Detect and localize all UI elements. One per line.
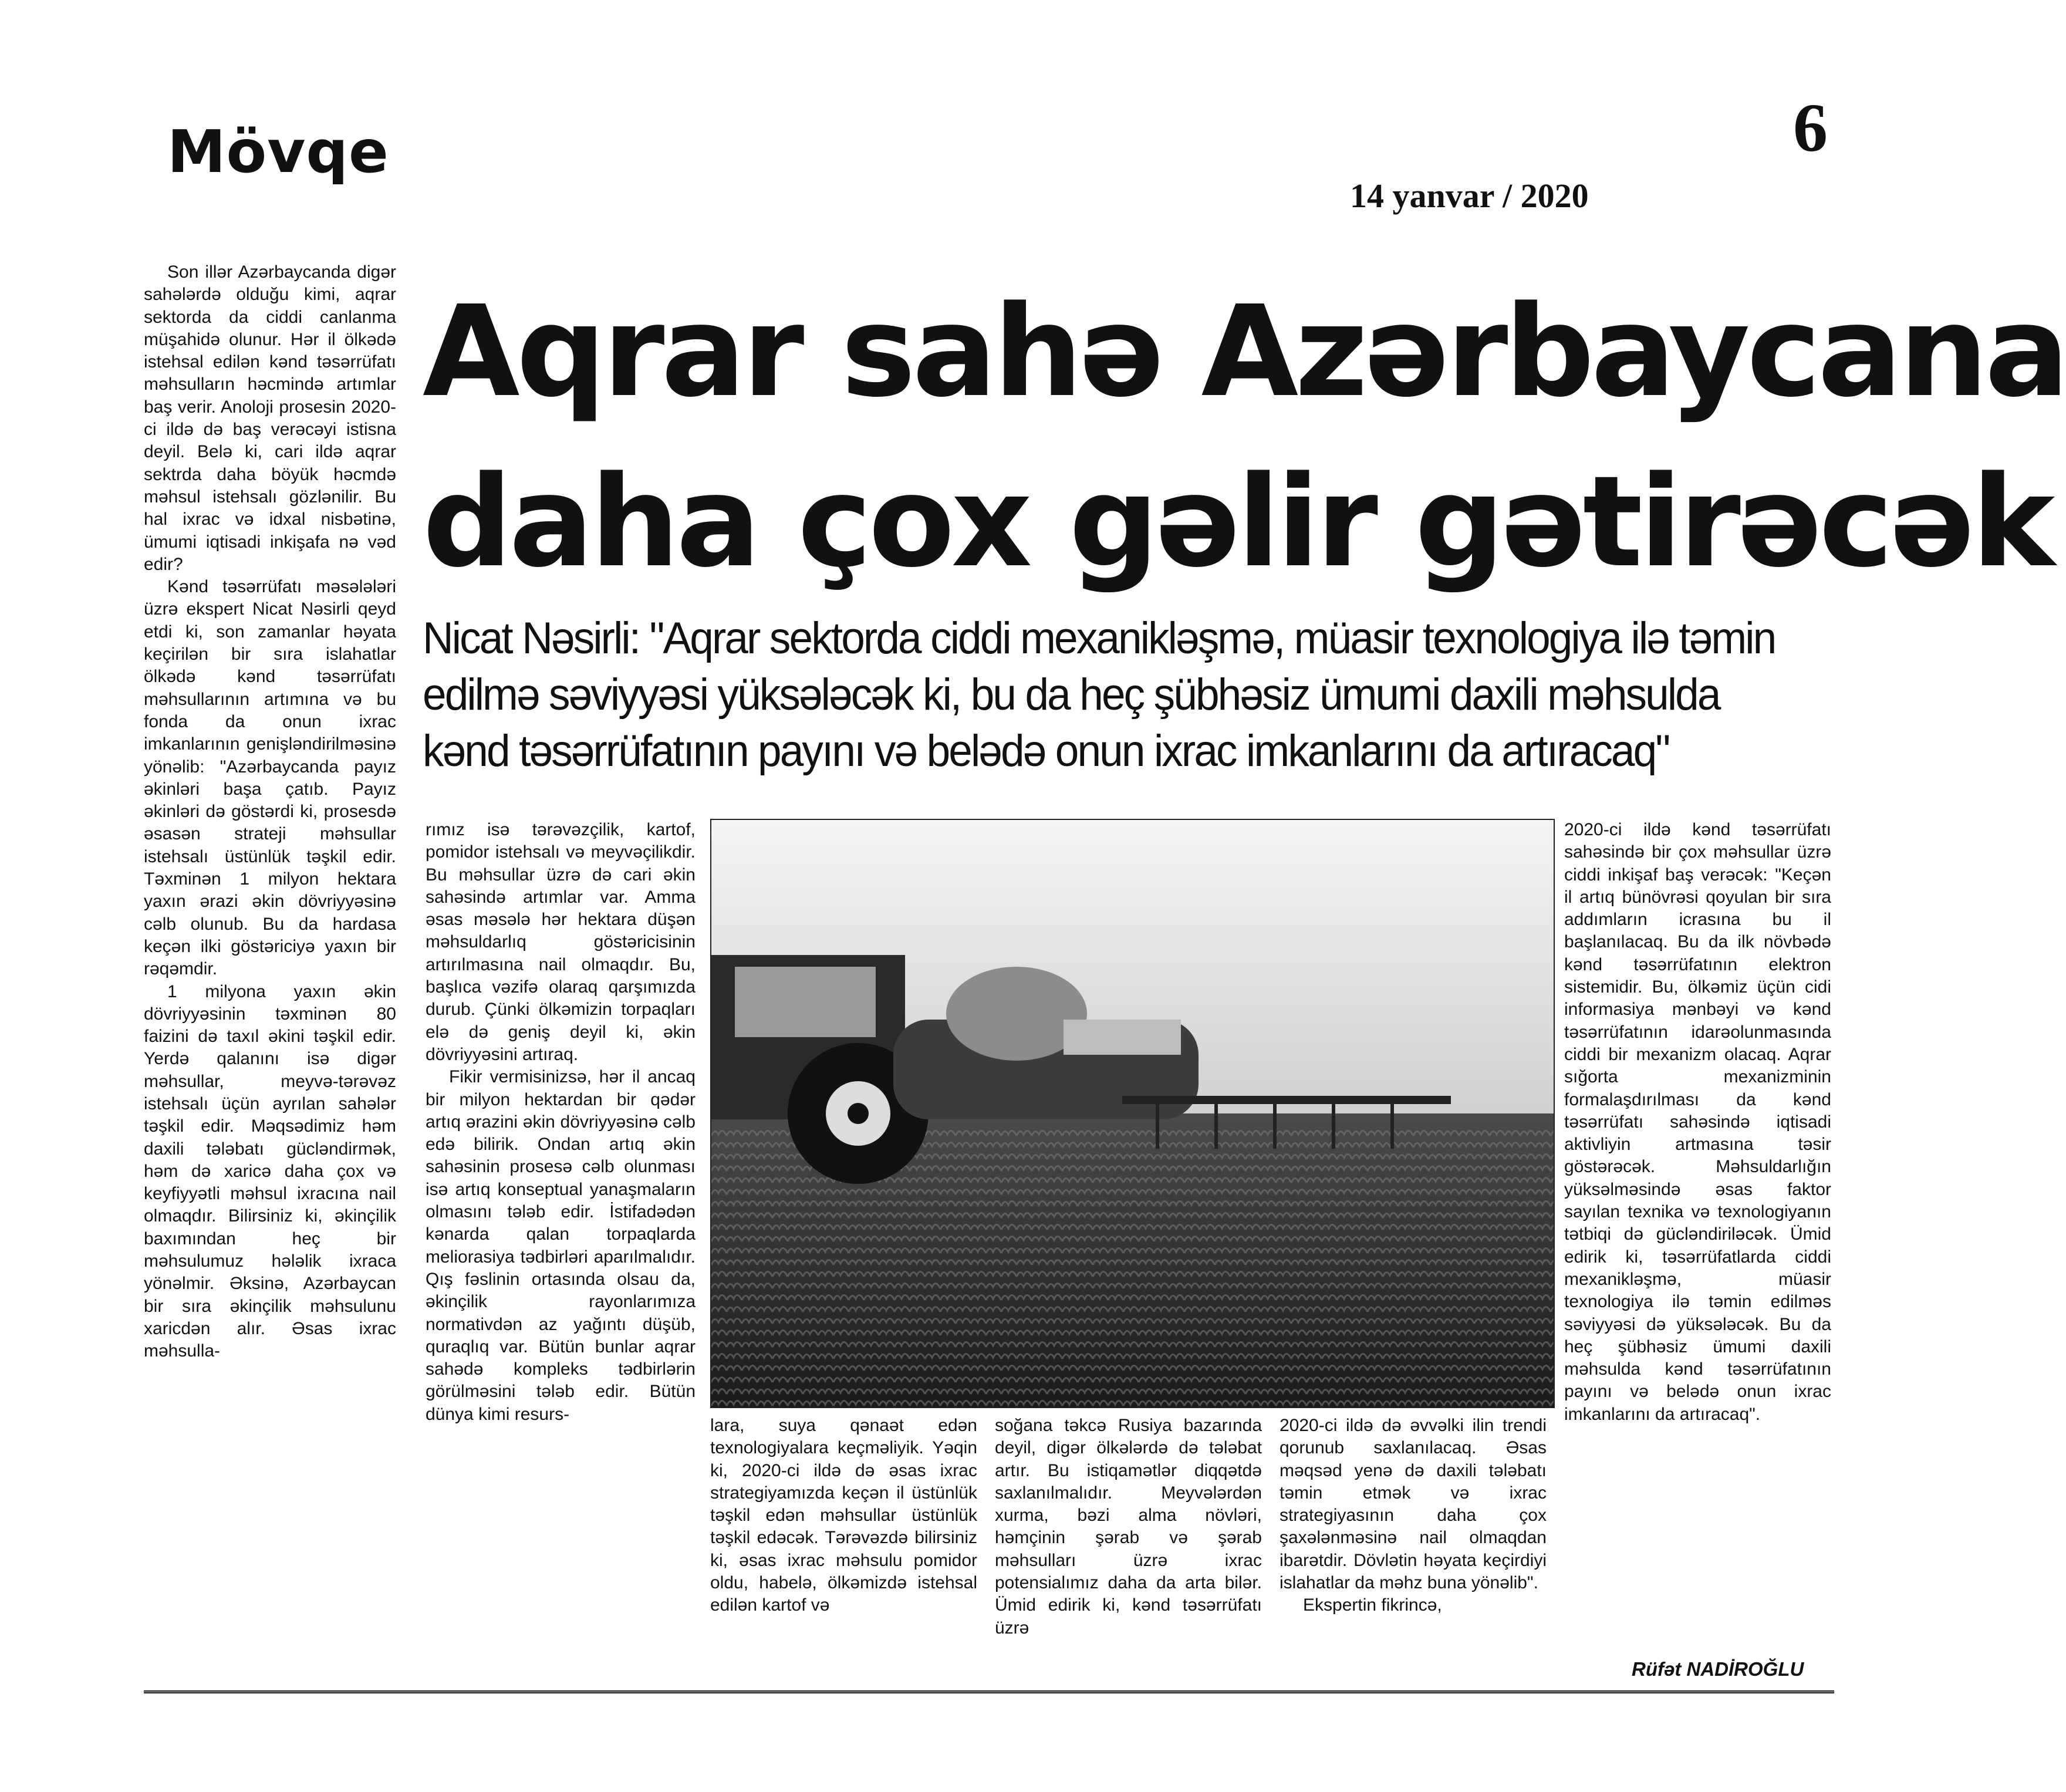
headline-line-2: daha çox gəlir gətirəcək xyxy=(423,449,2052,595)
article-column-3 xyxy=(710,1415,977,1661)
paragraph: soğana təkcə Rusiya bazarında deyil, digər ölkələrdə də tələbat artır. Bu istiqamətlər diqqətdə saxlanılmalıdır. Meyvələrdən xurma, bəzi alma növləri, həmçinin şərab və şərab məhsulları üzrə ixrac potensialımız daha da arta bilər. Ümid edirik ki, kənd təsərrüfatı üzrə xyxy=(995,1416,1262,1638)
paragraph: Son illər Azərbaycanda digər sahələrdə olduğu kimi, aqrar sektorda da ciddi canlanma müşahidə olunur. Hər il ölkədə istehsal edilən kənd təsərrüfatı məhsulların həcmində artımlar baş verir. Anoloji prosesin 2020-ci ildə də baş verəcəyi istisna deyil. Belə ki, cari ildə aqrar sektrda daha böyük həcmdə məhsul istehsalı gözlənilir. Bu hal ixrac və idxal nisbətinə, ümumi iqtisadi inkişafa nə vəd edir? xyxy=(144,262,396,574)
section-name: Mövqe xyxy=(167,117,389,186)
paragraph: 1 milyona yaxın əkin dövriyyəsinin təxminən 80 faizini də taxıl əkini təşkil edir. Yerdə qalanını isə digər məhsullar, meyvə-tərəvəz istehsalı üçün ayrılan sahələr təşkil edir. Məqsədimiz həm daxili tələbatı gücləndirmək, həm də xaricə daha çox və keyfiyyətli məhsul ixracına nail olmaqdır. Bilirsiniz ki, əkinçilik baxımından heç bir məhsulumuz hələlik ixraca yönəlmir. Əksinə, Azərbaycan bir sıra əkinçilik məhsulunu xaricdən alır. Əsas ixrac məhsulla- xyxy=(144,981,396,1361)
article-column-1 xyxy=(144,261,396,1682)
paragraph: lara, suya qənaət edən texnologiyalara keçməliyik. Yəqin ki, 2020-ci ildə də əsas ixrac strategiyamızda keçən il üstünlük təşkil edən məhsullar üstünlük təşkil edəcək. Tərəvəzdə bilirsiniz ki, əsas ixrac məhsulu pomidor oldu, habelə, ölkəmizdə istehsal edilən kartof və xyxy=(710,1416,977,1615)
paragraph: Ekspertin fikrincə, xyxy=(1303,1595,1442,1615)
tractor-field-photo xyxy=(710,819,1555,1408)
bottom-rule xyxy=(144,1690,1834,1693)
paragraph: Kənd təsərrüfatı məsələləri üzrə ekspert Nicat Nəsirli qeyd etdi ki, son zamanlar həyata keçirilən bir sıra islahatlar ölkədə kənd təsərrüfatı məhsullarının artımına və bu fonda da onun ixrac imkanlarının genişləndirilməsinə yönəlib: "Azərbaycanda payız əkinləri başa çatıb. Payız əkinləri də göstərdi ki, prosesdə əsasən strateji məhsullar istehsalı üstünlük təşkil edir. Təxminən 1 milyon hektara yaxın ərazi əkin dövriyyəsinə cəlb olunub. Bu da hardasa keçən ilki göstəriciyə yaxın bir rəqəmdir. xyxy=(144,577,396,979)
paragraph: rımız isə tərəvəzçilik, kartof, pomidor istehsalı və meyvəçilikdir. Bu məhsullar üzrə də cari əkin sahəsində artımlar var. Amma əsas məsələ hər hektara düşən məhsuldarlıq göstəricisinin artırılmasına nail olmaqdır. Bu, başlıca vəzifə olaraq qarşımızda durub. Çünki ölkəmizin torpaqları elə də geniş deyil ki, əkin dövriyyəsini artıraq. xyxy=(426,820,696,1064)
author-byline: Rüfət NADİROĞLU xyxy=(1632,1658,1804,1680)
headline xyxy=(423,267,2066,608)
article-column-4 xyxy=(995,1415,1262,1661)
article-column-2 xyxy=(426,819,696,1424)
article-column-5 xyxy=(1280,1415,1547,1661)
headline-line-1: Aqrar sahə Azərbaycana xyxy=(423,279,2066,425)
photo-illustration xyxy=(711,820,1554,1407)
subheadline-quote: Nicat Nəsirli: "Aqrar sektorda ciddi mexanikləşmə, müasir texnologiya ilə təmin edilmə səviyyəsi yüksələcək ki, bu da heç şübhəsiz ümumi daxili məhsulda kənd təsərrüfatının payını və belədə onun ixrac imkanlarını da artıracaq" xyxy=(423,613,1775,776)
issue-date: 14 yanvar / 2020 xyxy=(1350,177,1589,215)
paragraph: 2020-ci ildə kənd təsərrüfatı sahəsində bir çox məhsullar üzrə ciddi inkişaf baş verəcək: "Keçən il artıq bünövrəsi qoyulan bir sıra addımların icrasına bu il başlanılacaq. Bu da ilk növbədə kənd təsərrüfatının elektron sistemidir. Bu, ölkəmiz üçün cidi informasiya mənbəyi və kənd təsərrüfatının idarəolunmasında ciddi bir mexanizm olacaq. Aqrar sığorta mexanizminin formalaşdırılması da kənd təsərrüfatı sahəsində iqtisadi aktivliyin artmasına təsir göstərəcək. Məhsuldarlığın yüksəlməsində əsas faktor sayılan texnika və texnologiyanın tətbiqi də gücləndiriləcək. Ümid edirik ki, təsərrüfatlarda ciddi mexanikləşmə, müasir texnologiya ilə təmin edilməs səviyyəsi də yüksələcək. Bu da heç şübhəsiz ümumi daxili məhsulda kənd təsərrüfatının payını və belədə onun ixrac imkanlarını da artıracaq". xyxy=(1564,820,1831,1424)
page-number: 6 xyxy=(1793,89,1828,166)
paragraph: Fikir vermisinizsə, hər il ancaq bir milyon hektardan bir qədər artıq ərazini əkin dövriyyəsinə cəlb edə bilirik. Ondan artıq əkin sahəsinin prosesə cəlb olunması isə artıq konseptual yanaşmaların olmasını tələb edir. İstifadədən kənarda qalan torpaqlarda meliorasiya tədbirləri aparılmalıdır. Qış fəslinin ortasında olsau da, əkinçilik rayonlarımıza normativdən az yağıntı düşüb, quraqlıq var. Bütün bunlar aqrar sahədə kompleks tədbirlərin görülməsini tələb edir. Bütün dünya kimi resurs- xyxy=(426,1067,696,1424)
article-column-6 xyxy=(1564,819,1831,1641)
paragraph: 2020-ci ildə də əvvəlki ilin trendi qorunub saxlanılacaq. Əsas məqsəd yenə də daxili tələbatı təmin etmək və ixrac strategiyasının daha çox şaxələnməsinə nail olmaqdan ibarətdir. Dövlətin həyata keçirdiyi islahatlar da məhz buna yönəlib". xyxy=(1280,1416,1547,1593)
